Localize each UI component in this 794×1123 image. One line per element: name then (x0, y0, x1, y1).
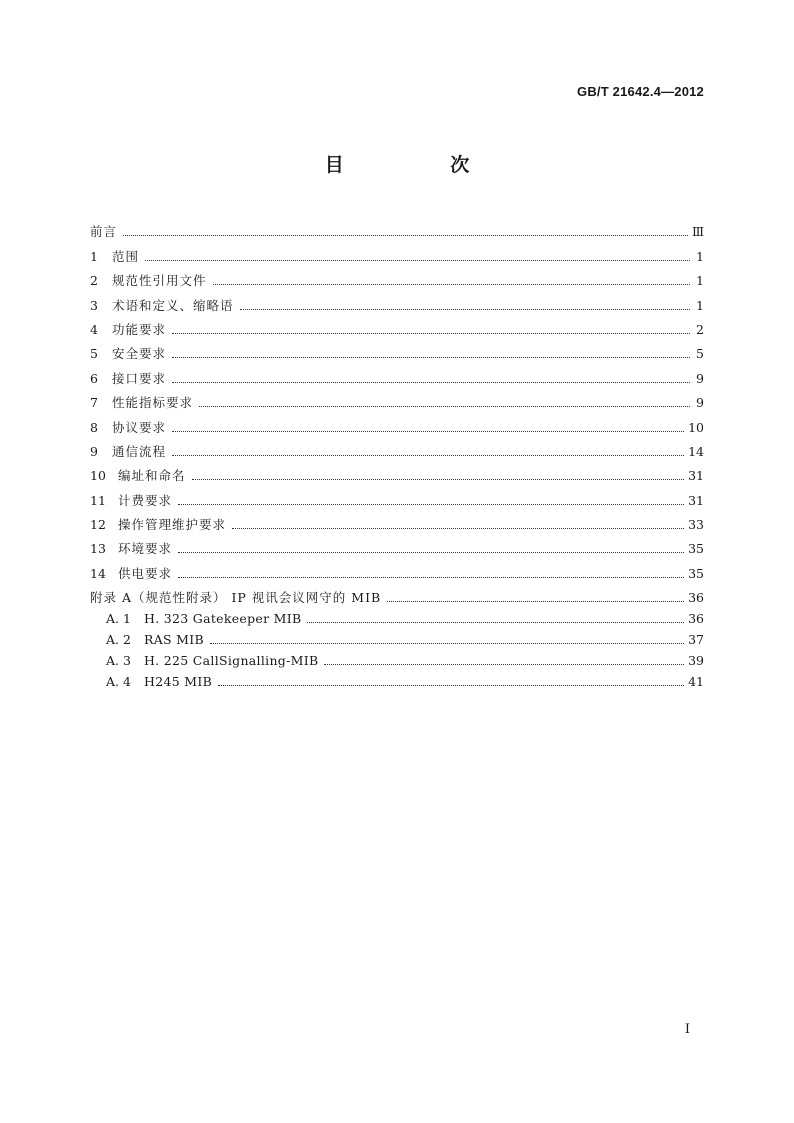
toc-entry-page: 39 (688, 653, 704, 669)
toc-entry-text: 编址和命名 (118, 468, 186, 484)
toc-entry-page: 36 (688, 590, 704, 606)
toc-entry-page: 1 (696, 297, 704, 313)
dot-leader (324, 664, 684, 665)
toc-entry-6[interactable] (90, 362, 704, 386)
toc-entry-page: 37 (688, 632, 704, 648)
toc-entry-page: 1 (696, 248, 704, 264)
toc-entry-8[interactable] (90, 411, 704, 435)
toc-entry-number: 5 (90, 346, 98, 362)
dot-leader (172, 455, 684, 456)
toc-entry-10[interactable] (90, 460, 704, 484)
toc-entry-number: 3 (90, 297, 98, 313)
toc-entry-number: 8 (90, 419, 98, 435)
dot-leader (172, 382, 690, 383)
toc-entry-page: 33 (688, 517, 704, 533)
toc-entry-text: 规范性引用文件 (112, 273, 207, 289)
page-number: I (684, 1022, 690, 1037)
toc-entry-page: 31 (688, 492, 704, 508)
dot-leader (172, 357, 690, 358)
dot-leader (240, 309, 690, 310)
toc-entry-page: 1 (696, 273, 704, 289)
toc-entry-number: 7 (90, 395, 98, 411)
toc-entry-text: 范围 (112, 248, 140, 264)
toc-entry-number: 12 (90, 517, 106, 533)
toc-entry-text: H. 323 Gatekeeper MIB (144, 611, 302, 627)
dot-leader (199, 406, 690, 407)
dot-leader (192, 479, 685, 480)
toc-entry-page: 9 (696, 370, 704, 386)
toc-entry-foreword[interactable] (90, 216, 704, 240)
toc-entry-text: 通信流程 (112, 443, 167, 459)
toc-entry-text: 安全要求 (112, 346, 167, 362)
toc-entry-number: 1 (90, 248, 98, 264)
toc-entry-annex-a[interactable] (90, 582, 704, 606)
dot-leader (178, 577, 684, 578)
dot-leader (218, 685, 684, 686)
dot-leader (178, 552, 684, 553)
toc-entry-3[interactable] (90, 289, 704, 313)
toc-entry-number: A. 3 (106, 653, 131, 669)
toc-entry-7[interactable] (90, 387, 704, 411)
toc-entry-page: 2 (696, 321, 704, 337)
toc-entry-13[interactable] (90, 533, 704, 557)
toc-entry-text: 计费要求 (118, 492, 173, 508)
toc-entry-page: 35 (688, 565, 704, 581)
toc-entry-11[interactable] (90, 484, 704, 508)
toc-entry-text: H. 225 CallSignalling-MIB (144, 653, 319, 669)
toc-entry-text: 操作管理维护要求 (118, 517, 227, 533)
toc-entry-2[interactable] (90, 265, 704, 289)
toc-entry-page: 5 (696, 346, 704, 362)
toc-entry-page: 31 (688, 468, 704, 484)
toc-entry-text: H245 MIB (144, 674, 213, 690)
toc-entry-a1[interactable] (90, 606, 704, 627)
toc-entry-a2[interactable] (90, 627, 704, 648)
toc-entry-text: 协议要求 (112, 419, 167, 435)
toc-entry-page: Ⅲ (691, 224, 704, 240)
toc-entry-text: 功能要求 (112, 321, 167, 337)
toc-entry-number: A. 2 (106, 632, 131, 648)
dot-leader (172, 333, 690, 334)
toc-entry-14[interactable] (90, 557, 704, 581)
toc-entry-number: 4 (90, 321, 98, 337)
dot-leader (145, 260, 690, 261)
toc-entry-page: 41 (688, 674, 704, 690)
toc-entry-number: 2 (90, 273, 98, 289)
dot-leader (232, 528, 684, 529)
toc-entry-5[interactable] (90, 338, 704, 362)
dot-leader (387, 601, 684, 602)
toc-entry-number: 11 (90, 492, 106, 508)
toc-entry-text: RAS MIB (144, 632, 204, 648)
toc-entry-page: 35 (688, 541, 704, 557)
standard-number: GB/T 21642.4—2012 (577, 84, 704, 99)
toc-entry-a4[interactable] (90, 669, 704, 690)
toc-entry-4[interactable] (90, 314, 704, 338)
toc-entry-1[interactable] (90, 240, 704, 264)
toc-entry-a3[interactable] (90, 648, 704, 669)
toc-entry-number: 10 (90, 468, 106, 484)
toc-entry-number: 9 (90, 443, 98, 459)
toc-entry-9[interactable] (90, 436, 704, 460)
toc-entry-text: 环境要求 (118, 541, 173, 557)
toc-entry-number: 14 (90, 565, 106, 581)
toc-entry-text: 术语和定义、缩略语 (112, 297, 234, 313)
toc-entry-number: 6 (90, 370, 98, 386)
toc-entry-text: 供电要求 (118, 565, 173, 581)
toc-entry-text: 接口要求 (112, 370, 167, 386)
toc-entry-text: 性能指标要求 (112, 395, 194, 411)
toc-entry-number: A. 1 (106, 611, 131, 627)
toc-entry-text: 前言 (90, 224, 118, 240)
toc-entry-number: A. 4 (106, 674, 131, 690)
toc-entry-page: 9 (696, 395, 704, 411)
dot-leader (172, 431, 684, 432)
toc-entry-text: 附录 A（规范性附录） IP 视讯会议网守的 MIB (90, 590, 382, 606)
dot-leader (210, 643, 684, 644)
dot-leader (123, 235, 688, 236)
toc-entry-page: 14 (688, 443, 704, 459)
dot-leader (178, 504, 684, 505)
table-of-contents (90, 216, 704, 690)
toc-entry-12[interactable] (90, 509, 704, 533)
dot-leader (307, 622, 684, 623)
toc-entry-number: 13 (90, 541, 106, 557)
toc-entry-page: 10 (688, 419, 704, 435)
toc-entry-page: 36 (688, 611, 704, 627)
page-title: 目 次 (324, 154, 520, 176)
dot-leader (213, 284, 690, 285)
